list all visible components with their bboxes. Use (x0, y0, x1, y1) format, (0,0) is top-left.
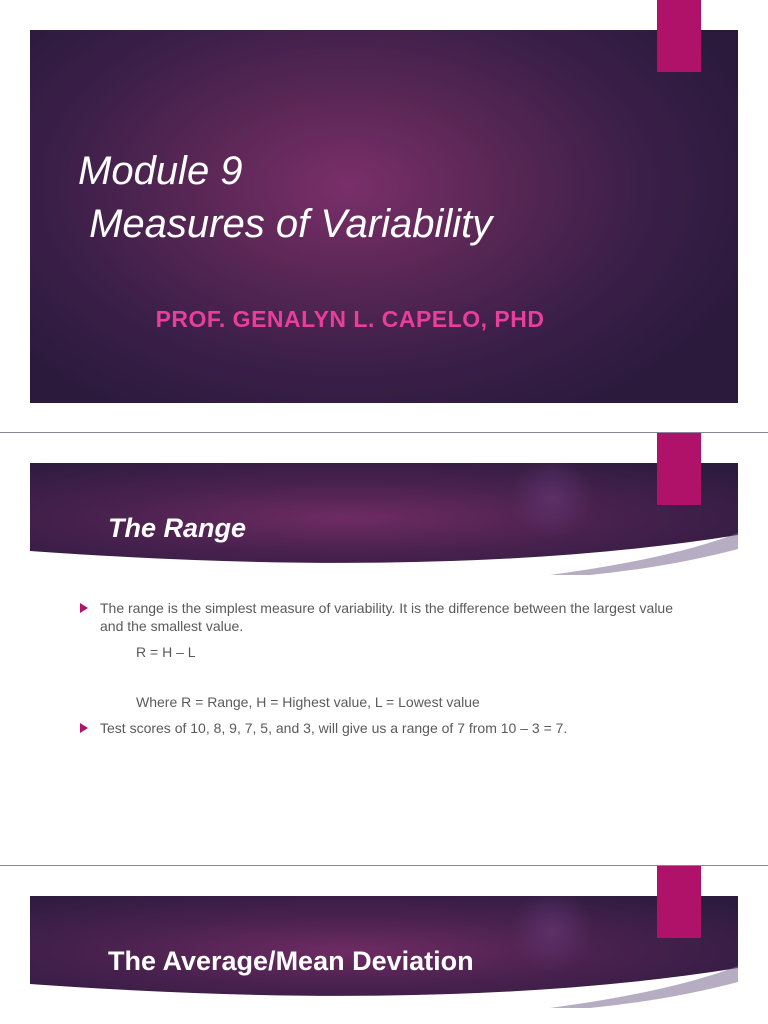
formula-legend: Where R = Range, H = Highest value, L = Lowest value (136, 694, 480, 710)
accent-tab (657, 866, 701, 938)
author-subtitle: PROF. GENALYN L. CAPELO, PHD (155, 306, 545, 332)
slide-body (78, 599, 698, 737)
slide-heading: The Range (108, 513, 247, 543)
formula: R = H – L (136, 644, 196, 660)
bullet-arrow-icon (80, 723, 88, 733)
accent-tab (657, 433, 701, 505)
title-line-1: Module 9 (78, 149, 243, 193)
bullet-arrow-icon (80, 603, 88, 613)
slide-title (78, 145, 718, 251)
bullet-item (78, 599, 698, 635)
bullet-text: Test scores of 10, 8, 9, 7, 5, and 3, will give us a range of 7 from 10 – 3 = 7. (100, 720, 568, 736)
bullet-text: The range is the simplest measure of variability. It is the difference between the largest value and the smallest value. (100, 600, 674, 634)
accent-tab (657, 0, 701, 72)
title-line-2: Measures of Variability (78, 202, 493, 246)
mean-deviation-slide (0, 866, 768, 1024)
title-slide (0, 0, 768, 432)
slide-banner (30, 896, 738, 1008)
range-slide (0, 433, 768, 865)
slide-heading: The Average/Mean Deviation (108, 946, 474, 976)
slide-banner (30, 463, 738, 575)
bullet-item (78, 719, 698, 737)
